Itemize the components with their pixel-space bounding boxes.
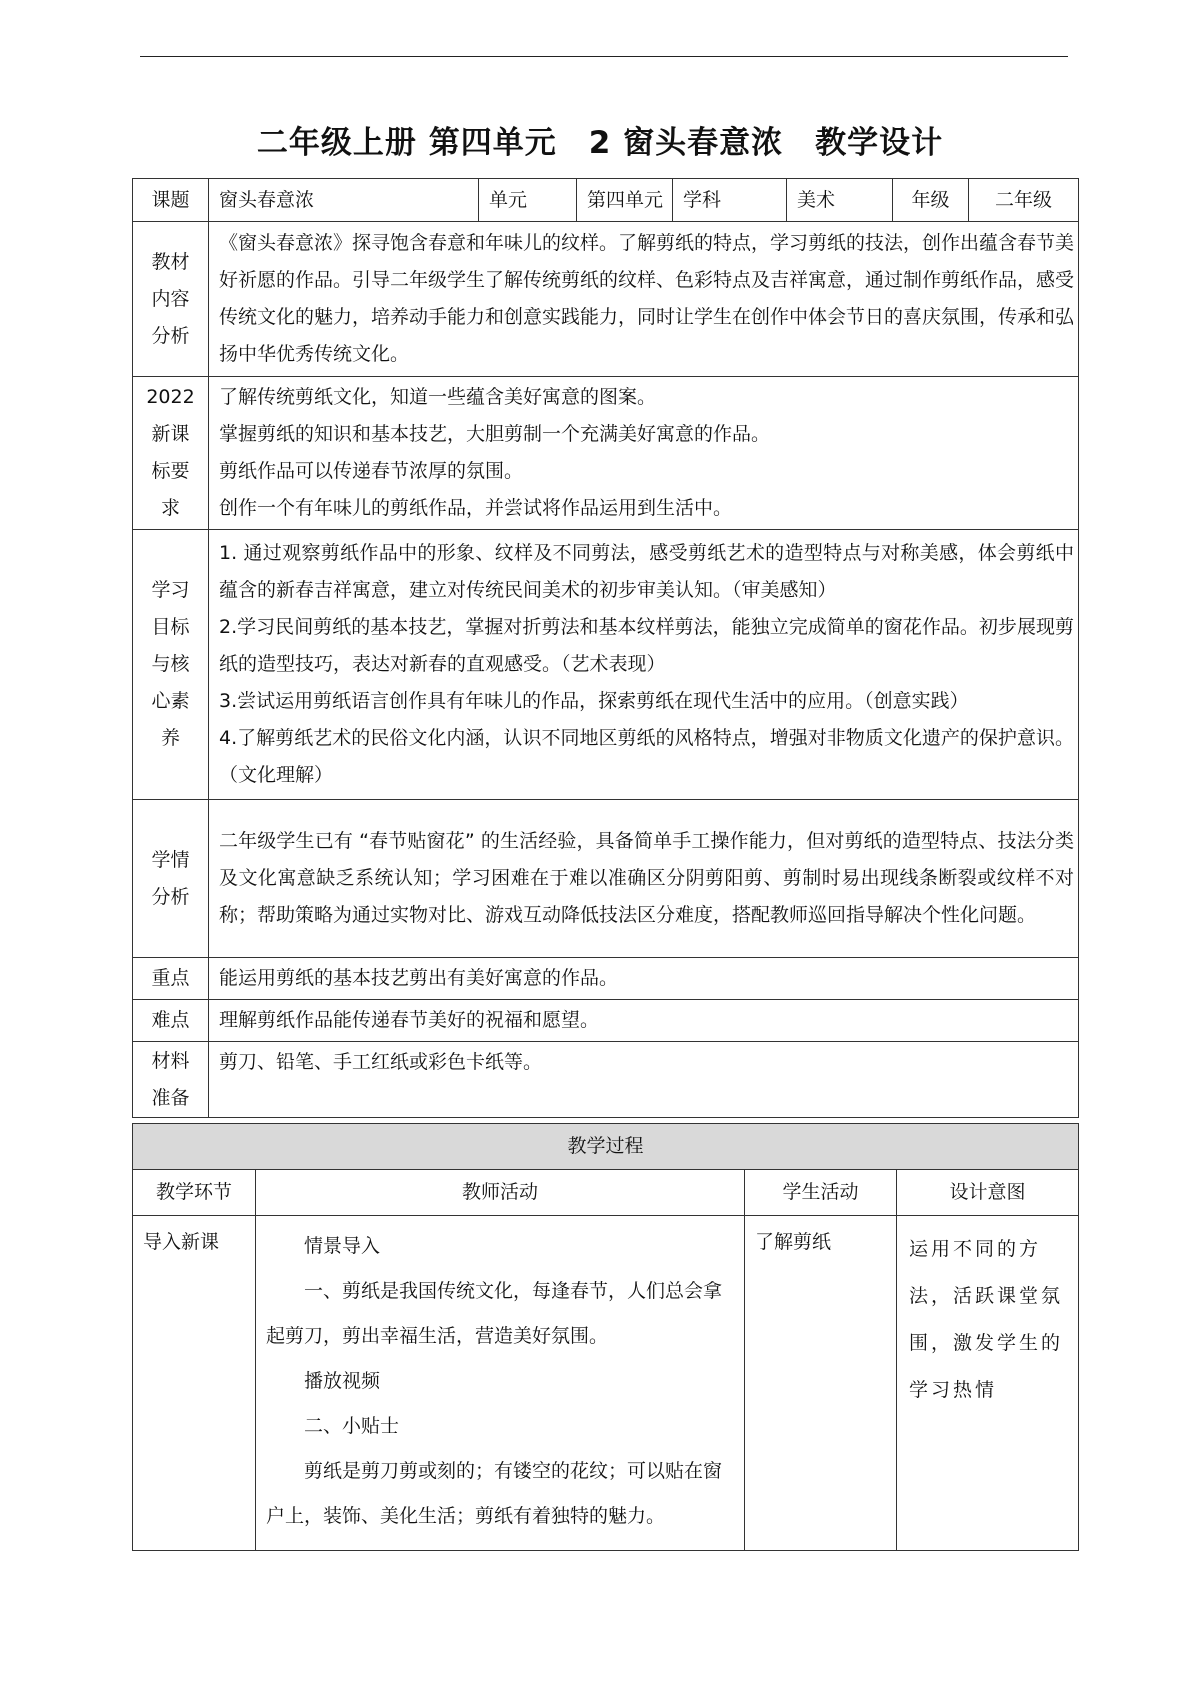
difficulty-label: 难点	[133, 1000, 209, 1042]
header-rule	[140, 56, 1068, 57]
objectives-label: 学习 目标 与核 心素 养	[133, 530, 209, 800]
subject-label: 学科	[673, 179, 787, 222]
teacher-line: 一、剪纸是我国传统文化，每逢春节，人们总会拿起剪刀，剪出幸福生活，营造美好氛围。	[266, 1280, 723, 1347]
teacher-activity-cell	[256, 1216, 745, 1551]
key-point-label: 重点	[133, 958, 209, 1000]
materials-label: 材料 准备	[133, 1042, 209, 1118]
standards-text	[209, 377, 1079, 530]
topic-label: 课题	[133, 179, 209, 222]
standard-line: 了解传统剪纸文化，知道一些蕴含美好寓意的图案。	[219, 386, 657, 408]
teacher-line: 二、小贴士	[304, 1415, 400, 1437]
material-analysis-text: 《窗头春意浓》探寻饱含春意和年味儿的纹样。了解剪纸的特点，学习剪纸的技法，创作出蕴含春节美好祈愿的作品。引导二年级学生了解传统剪纸的纹样、色彩特点及吉祥寓意，通过制作剪纸作品，感受传统文化的魅力，培养动手能力和创意实践能力，同时让学生在创作中体会节日的喜庆氛围，传承和弘扬中华优秀传统文化。	[209, 222, 1079, 377]
column-teacher: 教师活动	[256, 1170, 745, 1216]
standards-label: 2022 新课 标要 求	[133, 377, 209, 530]
unit-label: 单元	[479, 179, 577, 222]
difficulty-text: 理解剪纸作品能传递春节美好的祝福和愿望。	[209, 1000, 1079, 1042]
student-activity-cell: 了解剪纸	[745, 1216, 897, 1551]
teaching-process-table	[132, 1123, 1079, 1551]
column-stage: 教学环节	[133, 1170, 256, 1216]
info-header-row	[133, 179, 1079, 222]
teacher-line: 情景导入	[304, 1235, 381, 1257]
design-intent-cell: 运用不同的方法，活跃课堂氛围，激发学生的学习热情	[897, 1216, 1079, 1551]
difficulty-row	[133, 1000, 1079, 1042]
process-heading: 教学过程	[133, 1124, 1079, 1170]
objective-item: 1. 通过观察剪纸作品中的形象、纹样及不同剪法，感受剪纸艺术的造型特点与对称美感，体会剪纸中蕴含的新春吉祥寓意，建立对传统民间美术的初步审美认知。（审美感知）	[219, 542, 1074, 601]
materials-text: 剪刀、铅笔、手工红纸或彩色卡纸等。	[209, 1042, 1079, 1118]
material-analysis-row	[133, 222, 1079, 377]
grade-value: 二年级	[969, 179, 1079, 222]
process-row	[133, 1216, 1079, 1551]
column-intent: 设计意图	[897, 1170, 1079, 1216]
topic-value: 窗头春意浓	[209, 179, 479, 222]
standards-row	[133, 377, 1079, 530]
standard-line: 掌握剪纸的知识和基本技艺，大胆剪制一个充满美好寓意的作品。	[219, 423, 771, 445]
subject-value: 美术	[787, 179, 893, 222]
objectives-text	[209, 530, 1079, 800]
learner-analysis-row	[133, 800, 1079, 958]
learner-analysis-label: 学情 分析	[133, 800, 209, 958]
unit-value: 第四单元	[577, 179, 673, 222]
teacher-line: 播放视频	[304, 1370, 381, 1392]
process-heading-row	[133, 1124, 1079, 1170]
process-columns-row	[133, 1170, 1079, 1216]
objectives-row	[133, 530, 1079, 800]
material-analysis-label: 教材 内容 分析	[133, 222, 209, 377]
document-title: 二年级上册 第四单元 2 窗头春意浓 教学设计	[256, 125, 944, 161]
teacher-line: 剪纸是剪刀剪或刻的；有镂空的花纹；可以贴在窗户上，装饰、美化生活；剪纸有着独特的魅力。	[266, 1460, 723, 1527]
objective-item: 4.了解剪纸艺术的民俗文化内涵，认识不同地区剪纸的风格特点，增强对非物质文化遗产的保护意识。（文化理解）	[219, 727, 1074, 786]
key-point-row	[133, 958, 1079, 1000]
stage-cell: 导入新课	[133, 1216, 256, 1551]
materials-row	[133, 1042, 1079, 1118]
lesson-info-table	[132, 178, 1079, 1118]
standard-line: 剪纸作品可以传递春节浓厚的氛围。	[219, 460, 524, 482]
key-point-text: 能运用剪纸的基本技艺剪出有美好寓意的作品。	[209, 958, 1079, 1000]
objective-item: 3.尝试运用剪纸语言创作具有年味儿的作品，探索剪纸在现代生活中的应用。（创意实践）	[219, 690, 969, 712]
standard-line: 创作一个有年味儿的剪纸作品，并尝试将作品运用到生活中。	[219, 497, 733, 519]
column-student: 学生活动	[745, 1170, 897, 1216]
learner-analysis-text: 二年级学生已有 “春节贴窗花” 的生活经验，具备简单手工操作能力，但对剪纸的造型特点、技法分类及文化寓意缺乏系统认知；学习困难在于难以准确区分阴剪阳剪、剪制时易出现线条断裂或纹样不对称；帮助策略为通过实物对比、游戏互动降低技法区分难度，搭配教师巡回指导解决个性化问题。	[209, 800, 1079, 958]
grade-label: 年级	[893, 179, 969, 222]
objective-item: 2.学习民间剪纸的基本技艺，掌握对折剪法和基本纹样剪法，能独立完成简单的窗花作品。初步展现剪纸的造型技巧，表达对新春的直观感受。（艺术表现）	[219, 616, 1074, 675]
